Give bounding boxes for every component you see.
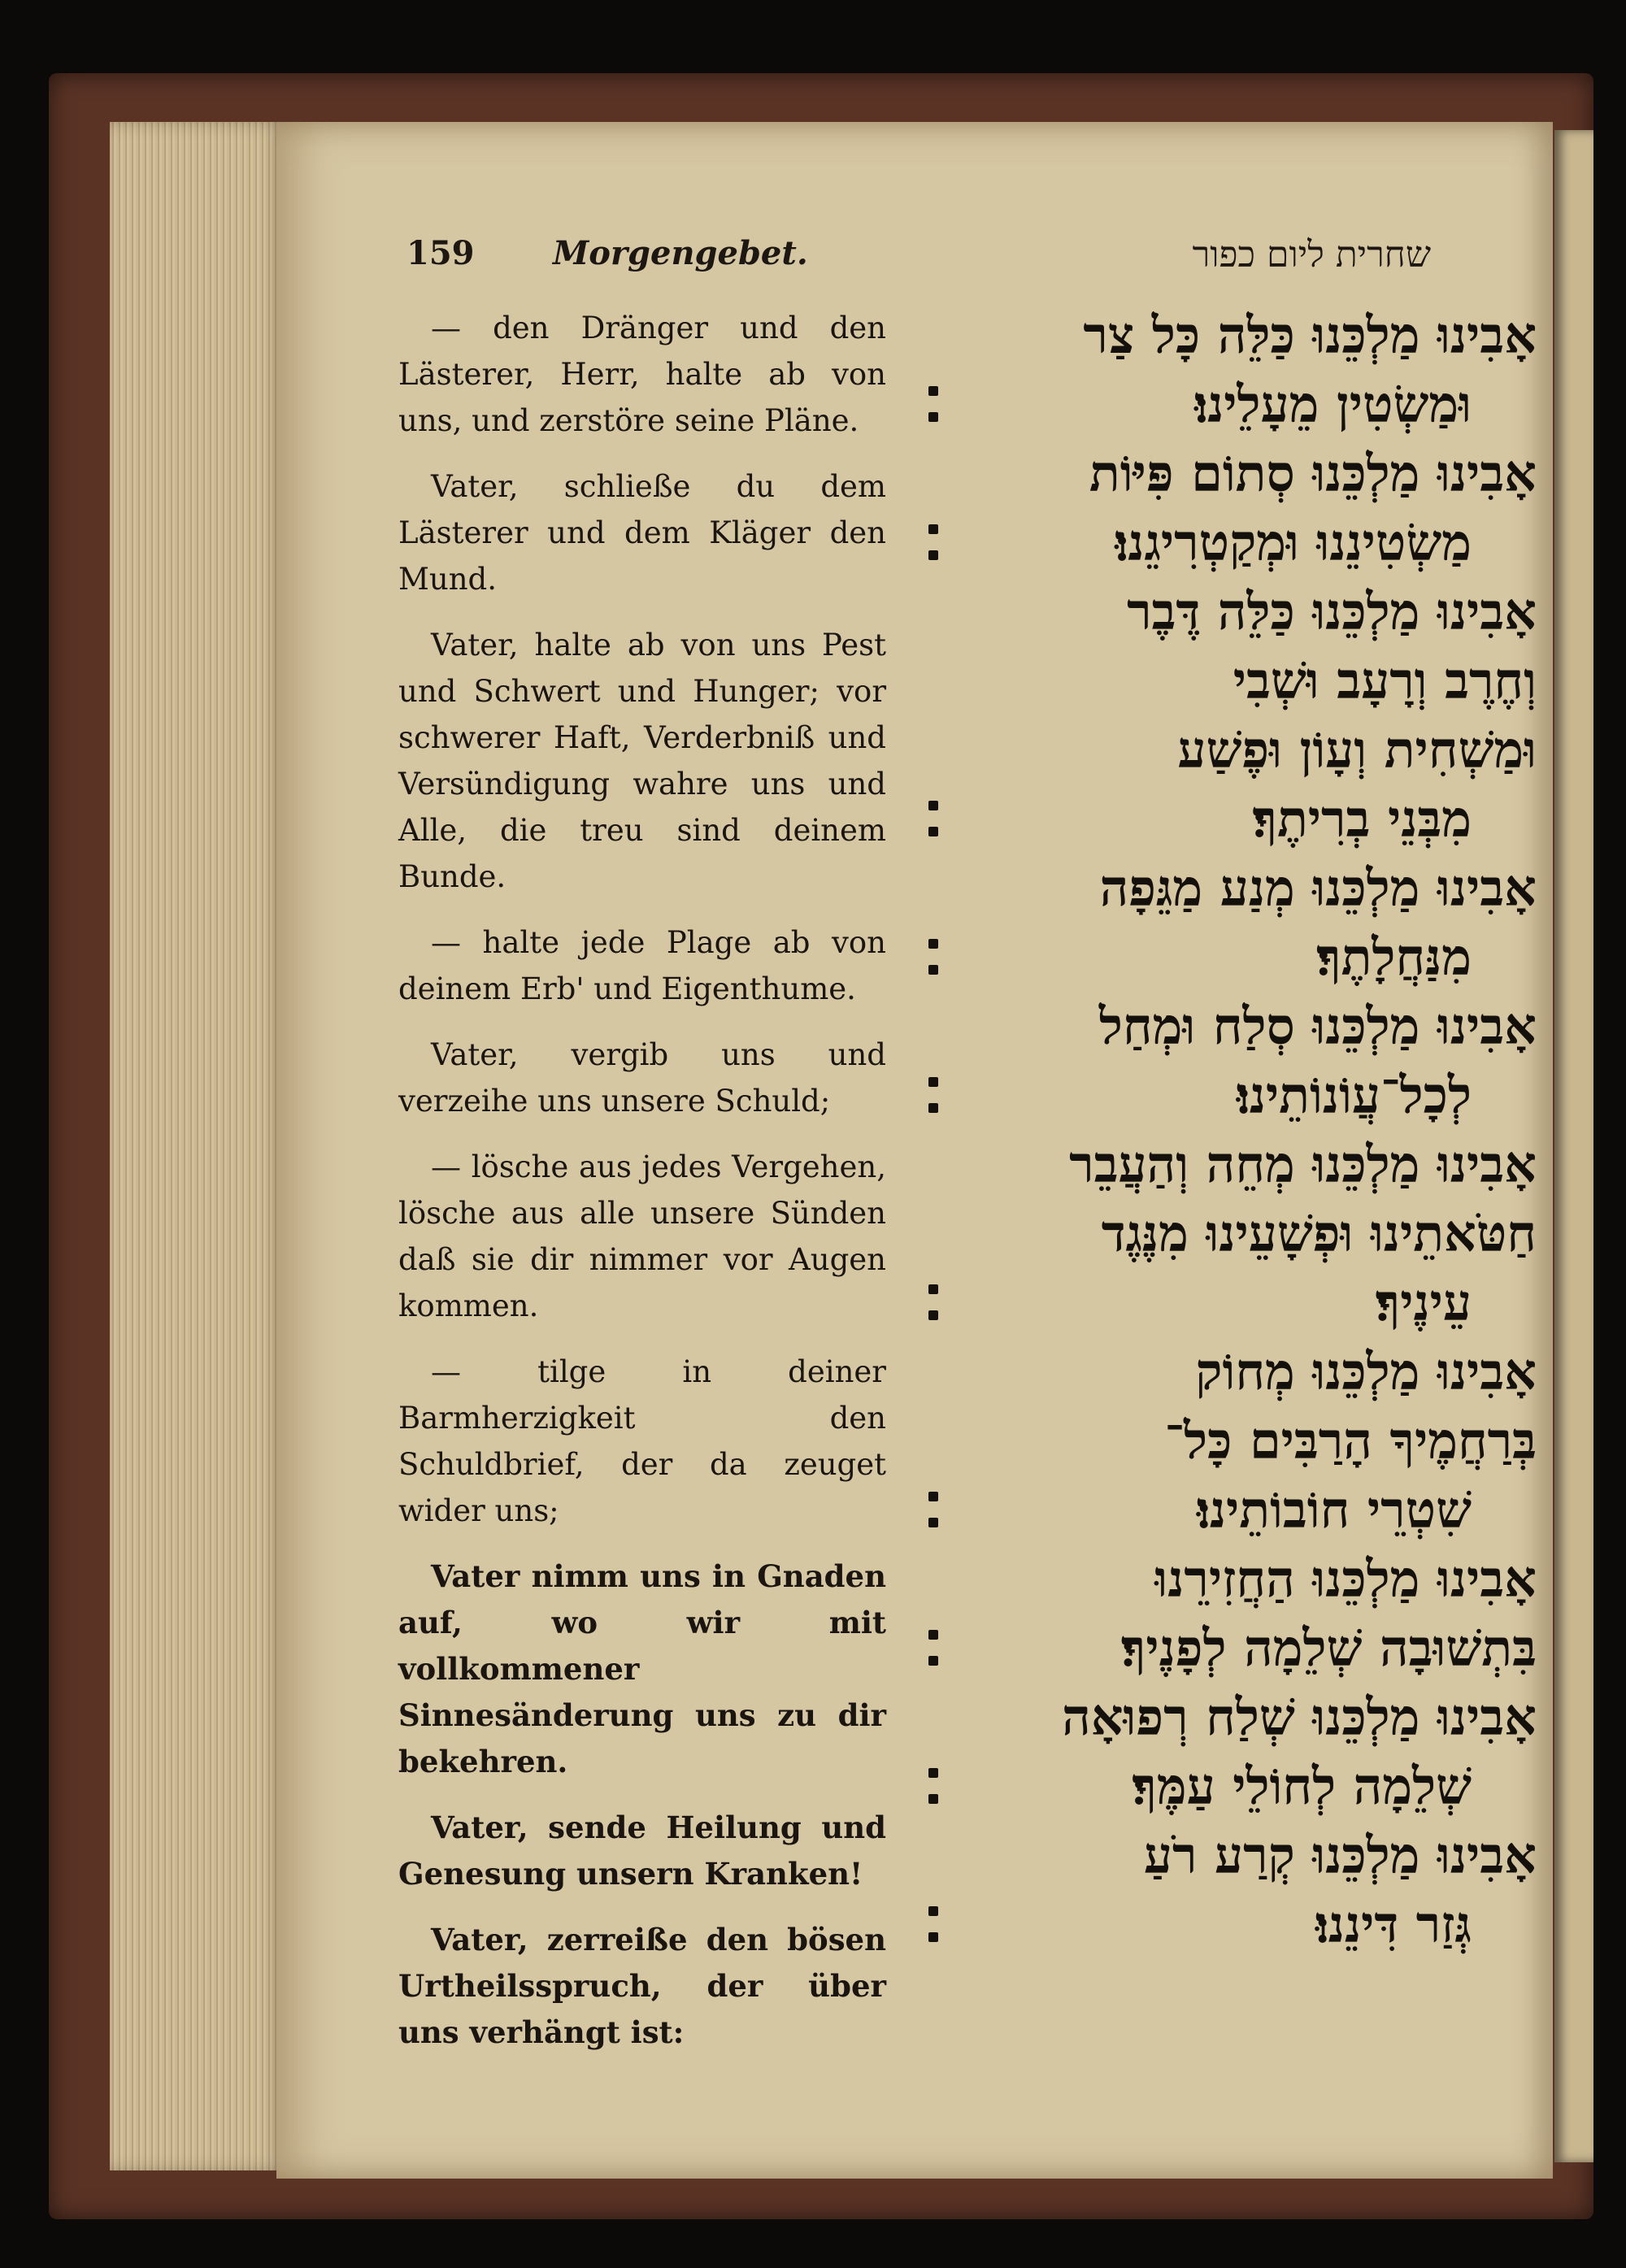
verse-end-mark [925, 381, 941, 430]
hebrew-line: אָבִינוּ מַלְכֵּנוּ מְחוֹק [1195, 1342, 1537, 1401]
verse-end-mark [925, 1487, 941, 1536]
german-paragraph: Vater, halte ab von uns Pest und Schwert und Hunger; vor schwerer Haft, Verderbniß und Versündigung wahre uns und Alle, die treu sind deinem Bunde. [398, 628, 886, 894]
hebrew-line: אָבִינוּ מַלְכֵּנוּ כַּלֵּה כָּל צַר [1083, 306, 1537, 365]
verse-end-mark [925, 1763, 941, 1812]
hebrew-line: אָבִינוּ מַלְכֵּנוּ סְלַח וּמְחַל [1098, 997, 1537, 1056]
german-paragraph: — lösche aus jedes Vergehen, lösche aus alle unsere Sünden daß sie dir nimmer vor Augen kommen. [398, 1149, 886, 1323]
hebrew-prayer-column [919, 301, 1537, 1959]
hebrew-line: שִׁטְרֵי חוֹבוֹתֵינוּ׃ [1196, 1480, 1472, 1540]
hebrew-line: גְּזַר דִּינֵנוּ׃ [1315, 1895, 1472, 1954]
hebrew-line: עֵינֶיךָ׃ [1375, 1273, 1472, 1332]
hebrew-line: בִּתְשׁוּבָה שְׁלֵמָה לְפָנֶיךָ׃ [1120, 1618, 1537, 1678]
hebrew-line: וּמַשְׁחִית וְעָוֹן וּפֶשַׁע [1177, 720, 1537, 780]
hebrew-line: אָבִינוּ מַלְכֵּנוּ שְׁלַח רְפוּאָה [1062, 1688, 1537, 1747]
hebrew-line: אָבִינוּ מַלְכֵּנוּ מְנַע מַגֵּפָה [1099, 858, 1537, 918]
verse-end-mark [925, 1901, 941, 1950]
german-translation-column [398, 305, 886, 2075]
hebrew-line: בְּרַחֲמֶיךָ הָרַבִּים כָּל־ [1164, 1411, 1537, 1471]
page-number: 159 [406, 234, 475, 272]
hebrew-line: וְחֶרֶב וְרָעָב וּשְׁבִי [1233, 651, 1537, 710]
page-edges [110, 122, 285, 2170]
german-paragraph: Vater nimm uns in Gnaden auf, wo wir mit vollkommener Sinnesänderung uns zu dir bekehren. [398, 1558, 886, 1779]
verse-end-mark [925, 796, 941, 845]
hebrew-line: מַשְׂטִינֵנוּ וּמְקַטְרִיגֵנוּ׃ [1115, 513, 1472, 572]
german-paragraph: — tilge in deiner Barmherzigkeit den Schuldbrief, der da zeuget wider uns; [398, 1354, 886, 1528]
hebrew-line: אָבִינוּ מַלְכֵּנוּ סְתוֹם פִּיּוֹת [1089, 444, 1537, 503]
running-head-german: Morgengebet. [553, 234, 808, 272]
hebrew-line: מִנַּחֲלָתֶךָ׃ [1316, 928, 1472, 987]
hebrew-line: לְכָל־עֲוֹנוֹתֵינוּ׃ [1236, 1066, 1472, 1125]
hebrew-line: אָבִינוּ מַלְכֵּנוּ הַחֲזִירֵנוּ [1154, 1549, 1537, 1609]
verse-end-mark [925, 1625, 941, 1674]
verse-end-mark [925, 519, 941, 568]
hebrew-line: אָבִינוּ מַלְכֵּנוּ כַּלֵּה דֶּבֶר [1127, 582, 1537, 641]
running-head-hebrew: שחרית ליום כפור [1192, 234, 1431, 276]
german-paragraph: Vater, zerreiße den bösen Urtheilsspruch, der über uns verhängt ist: [398, 1922, 886, 2050]
hebrew-line: אָבִינוּ מַלְכֵּנוּ מְחֵה וְהַעֲבֵר [1069, 1135, 1537, 1194]
german-paragraph: Vater, vergib uns und verzeihe uns unsere Schuld; [398, 1037, 886, 1119]
facing-page-edge [1554, 130, 1593, 2162]
hebrew-line: וּמַשְׂטִין מֵעָלֵינוּ׃ [1194, 375, 1472, 434]
german-paragraph: Vater, sende Heilung und Genesung unsern Kranken! [398, 1810, 886, 1892]
verse-end-mark [925, 1072, 941, 1121]
verse-end-mark [925, 1280, 941, 1328]
hebrew-line: מִבְּנֵי בְרִיתֶךָ׃ [1252, 789, 1472, 849]
german-paragraph: — halte jede Plage ab von deinem Erb' und Eigenthume. [398, 925, 886, 1006]
hebrew-line: חַטֹּאתֵינוּ וּפְשָׁעֵינוּ מִנֶּגֶד [1101, 1204, 1537, 1263]
german-paragraph: — den Dränger und den Lästerer, Herr, halte ab von uns, und zerstöre seine Pläne. [398, 311, 886, 438]
german-paragraph: Vater, schließe du dem Lästerer und dem Kläger den Mund. [398, 469, 886, 597]
verse-end-mark [925, 934, 941, 983]
hebrew-line: אָבִינוּ מַלְכֵּנוּ קְרַע רֹעַ [1143, 1826, 1537, 1885]
hebrew-line: שְׁלֵמָה לְחוֹלֵי עַמֶּךָ׃ [1132, 1757, 1472, 1816]
